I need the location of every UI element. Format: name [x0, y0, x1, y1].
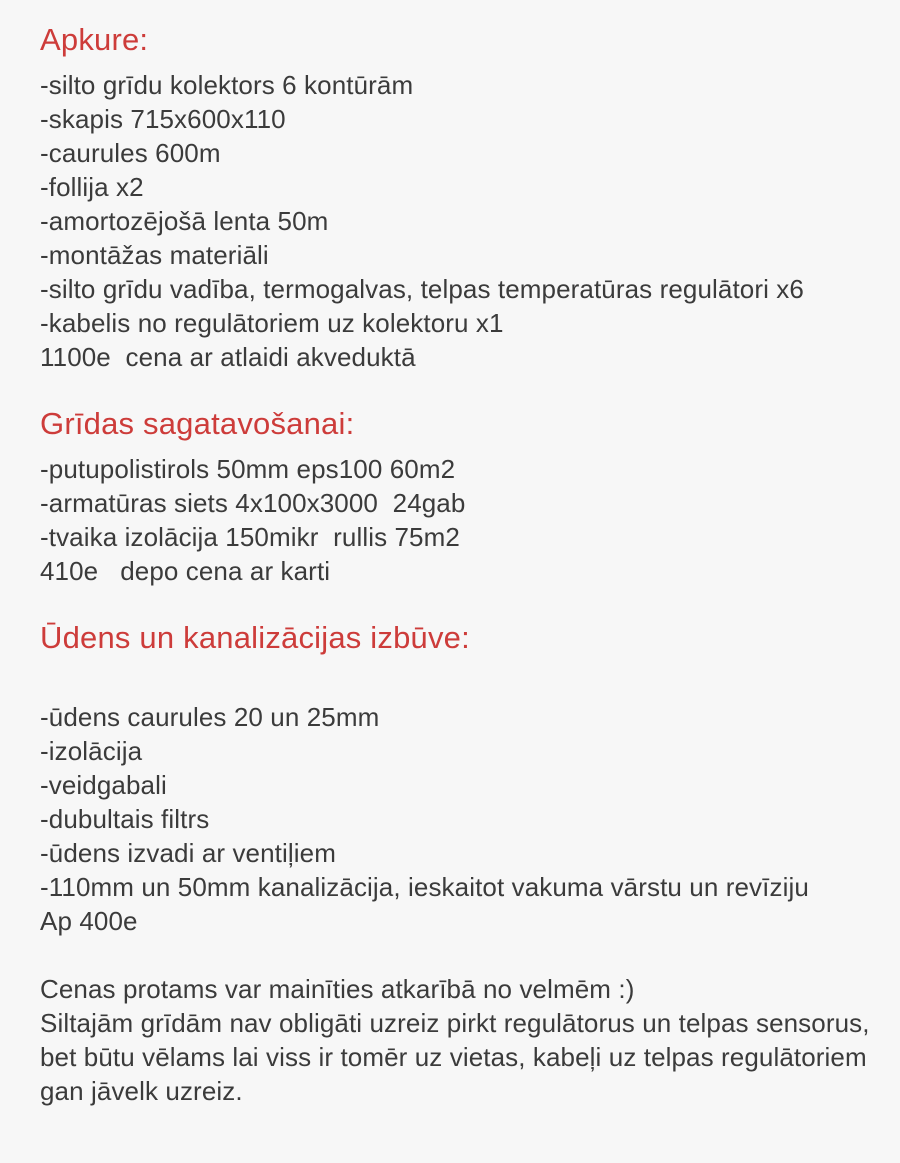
note-line: bet būtu vēlams lai viss ir tomēr uz vietas, kabeļi uz telpas regulātoriem [40, 1042, 867, 1072]
list-line: -silto grīdu kolektors 6 kontūrām [40, 70, 414, 100]
section-udens-kanalizacija [40, 618, 870, 938]
price-line: Ap 400e [40, 906, 138, 936]
list-line: -caurules 600m [40, 138, 221, 168]
section-lines [40, 452, 870, 588]
section-apkure [40, 20, 870, 374]
list-line: -veidgabali [40, 770, 167, 800]
section-lines [40, 700, 870, 938]
list-line: -follija x2 [40, 172, 144, 202]
list-line: -ūdens caurules 20 un 25mm [40, 702, 380, 732]
list-line: -skapis 715x600x110 [40, 104, 286, 134]
section-gridas-sagatavosanai [40, 404, 870, 588]
list-line: -silto grīdu vadība, termogalvas, telpas temperatūras regulātori x6 [40, 274, 804, 304]
section-lines [40, 68, 870, 374]
price-line: 410e depo cena ar karti [40, 556, 331, 586]
list-line: -110mm un 50mm kanalizācija, ieskaitot vakuma vārstu un revīziju [40, 872, 809, 902]
note-line: Cenas protams var mainīties atkarībā no velmēm :) [40, 974, 635, 1004]
section-heading-gridas-sagatavosanai: Grīdas sagatavošanai: [40, 406, 355, 441]
list-line: -izolācija [40, 736, 143, 766]
list-line: -ūdens izvadi ar ventiļiem [40, 838, 336, 868]
list-line: -tvaika izolācija 150mikr rullis 75m2 [40, 522, 460, 552]
note-line: gan jāvelk uzreiz. [40, 1076, 243, 1106]
list-line: -dubultais filtrs [40, 804, 210, 834]
closing-note [40, 972, 870, 1108]
note-line: Siltajām grīdām nav obligāti uzreiz pirkt regulātorus un telpas sensorus, [40, 1008, 870, 1038]
list-line: -montāžas materiāli [40, 240, 269, 270]
section-heading-apkure: Apkure: [40, 22, 149, 57]
list-line: -kabelis no regulātoriem uz kolektoru x1 [40, 308, 504, 338]
list-line: -putupolistirols 50mm eps100 60m2 [40, 454, 456, 484]
price-line: 1100e cena ar atlaidi akveduktā [40, 342, 416, 372]
list-line: -armatūras siets 4x100x3000 24gab [40, 488, 466, 518]
section-heading-udens-kanalizacija: Ūdens un kanalizācijas izbūve: [40, 620, 470, 655]
list-line: -amortozējošā lenta 50m [40, 206, 329, 236]
